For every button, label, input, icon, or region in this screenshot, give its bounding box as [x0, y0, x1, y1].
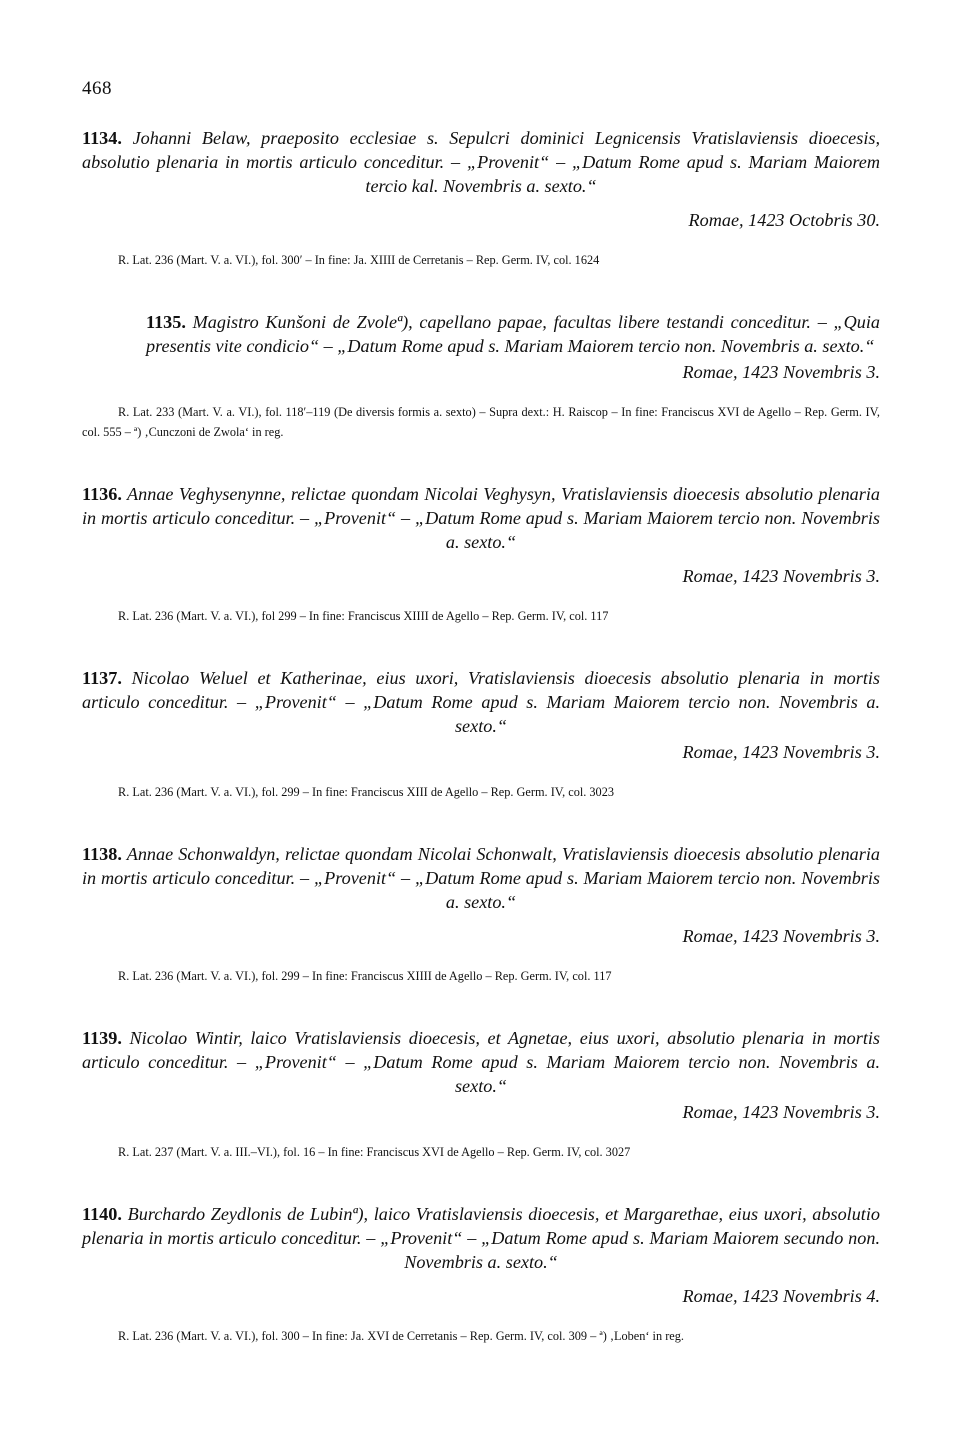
entry-number: 1140.	[82, 1204, 122, 1224]
entry-regest	[82, 482, 880, 554]
entry-1136	[82, 482, 880, 626]
entry-source: R. Lat. 233 (Mart. V. a. VI.), fol. 118′–119 (De diversis formis a. sexto) – Supra dext.: H. Raiscop – In fine: Franciscus XVI de Agello – Rep. Germ. IV, col. 555 – ª) ‚Cunczoni de Zwola‘ in reg.	[82, 405, 880, 439]
entry-text: Burchardo Zeydlonis de Lubinª), laico Vratislaviensis dioecesis, et Margarethae, eius uxori, absolutio plenaria in mortis articulo conceditur. – „Provenit“ – „Datum Rome apud s. Mariam Maiorem secundo non. Novembris a. sexto.“	[82, 1204, 881, 1272]
entry-date: Romae, 1423 Novembris 3.	[682, 566, 880, 586]
entry-regest	[82, 1202, 880, 1274]
entry-number: 1135.	[146, 312, 186, 332]
entry-text: Annae Schonwaldyn, relictae quondam Nicolai Schonwalt, Vratislaviensis dioecesis absolutio plenaria in mortis articulo conceditur. – „Provenit“ – „Datum Rome apud s. Mariam Maiorem tercio non. Novembris a. sexto.“	[82, 844, 880, 912]
entry-date: Romae, 1423 Octobris 30.	[688, 210, 880, 230]
entry-number: 1138.	[82, 844, 122, 864]
entry-text: Nicolao Weluel et Katherinae, eius uxori, Vratislaviensis dioecesis absolutio plenaria in mortis articulo conceditur. – „Provenit“ – „Datum Rome apud s. Mariam Maiorem tercio non. Novembris a. sexto.“	[82, 668, 881, 736]
entry-regest	[82, 842, 880, 914]
entry-1135	[82, 310, 880, 442]
entry-text: Johanni Belaw, praeposito ecclesiae s. Sepulcri dominici Legnicensis Vratislaviensis dioecesis, absolutio plenaria in mortis articulo conceditur. – „Provenit“ – „Datum Rome apud s. Mariam Maiorem tercio kal. Novembris a. sexto.“	[82, 128, 880, 196]
entry-number: 1134.	[82, 128, 122, 148]
entry-1139	[82, 1026, 880, 1162]
entry-number: 1136.	[82, 484, 122, 504]
entry-text: Magistro Kunšoni de Zvoleª), capellano papae, facultas libere testandi conceditur. – „Quia presentis vite condicio“ – „Datum Rome apud s. Mariam Maiorem tercio non. Novembris a. sexto.“	[146, 312, 881, 356]
entry-regest	[82, 666, 880, 738]
entry-text: Nicolao Wintir, laico Vratislaviensis dioecesis, et Agnetae, eius uxori, absolutio plenaria in mortis articulo conceditur. – „Provenit“ – „Datum Rome apud s. Mariam Maiorem tercio non. Novembris a. sexto.“	[82, 1028, 880, 1096]
entry-1137	[82, 666, 880, 802]
entry-source: R. Lat. 236 (Mart. V. a. VI.), fol. 300′ – In fine: Ja. XIIII de Cerretanis – Rep. Germ. IV, col. 1624	[118, 253, 600, 267]
entry-number: 1137.	[82, 668, 122, 688]
entry-source: R. Lat. 236 (Mart. V. a. VI.), fol. 299 – In fine: Franciscus XIII de Agello – Rep. Germ. IV, col. 3023	[118, 785, 615, 799]
entry-source: R. Lat. 236 (Mart. V. a. VI.), fol. 299 – In fine: Franciscus XIIII de Agello – Rep. Germ. IV, col. 117	[118, 969, 612, 983]
entry-regest	[82, 1026, 880, 1098]
entry-date: Romae, 1423 Novembris 3.	[682, 926, 880, 946]
entry-source: R. Lat. 236 (Mart. V. a. VI.), fol. 300 – In fine: Ja. XVI de Cerretanis – Rep. Germ. IV, col. 309 – ª) ‚Loben‘ in reg.	[118, 1329, 684, 1343]
entry-number: 1139.	[82, 1028, 122, 1048]
entry-date: Romae, 1423 Novembris 3.	[682, 362, 880, 382]
entry-1138	[82, 842, 880, 986]
entry-source: R. Lat. 237 (Mart. V. a. III.–VI.), fol. 16 – In fine: Franciscus XVI de Agello – Rep. Germ. IV, col. 3027	[118, 1145, 631, 1159]
entry-date: Romae, 1423 Novembris 3.	[682, 742, 880, 762]
entry-text: Annae Veghysenynne, relictae quondam Nicolai Veghysyn, Vratislaviensis dioecesis absolutio plenaria in mortis articulo conceditur. – „Provenit“ – „Datum Rome apud s. Mariam Maiorem tercio non. Novembris a. sexto.“	[82, 484, 880, 552]
entry-1140	[82, 1202, 880, 1346]
entry-regest	[82, 310, 880, 358]
page-number: 468	[82, 78, 112, 99]
entry-source: R. Lat. 236 (Mart. V. a. VI.), fol 299 – In fine: Franciscus XIIII de Agello – Rep. Germ. IV, col. 117	[118, 609, 609, 623]
entry-date: Romae, 1423 Novembris 3.	[682, 1102, 880, 1122]
entry-regest	[82, 126, 880, 198]
entry-1134	[82, 126, 880, 270]
document-body	[82, 126, 880, 1386]
entry-date: Romae, 1423 Novembris 4.	[682, 1286, 880, 1306]
